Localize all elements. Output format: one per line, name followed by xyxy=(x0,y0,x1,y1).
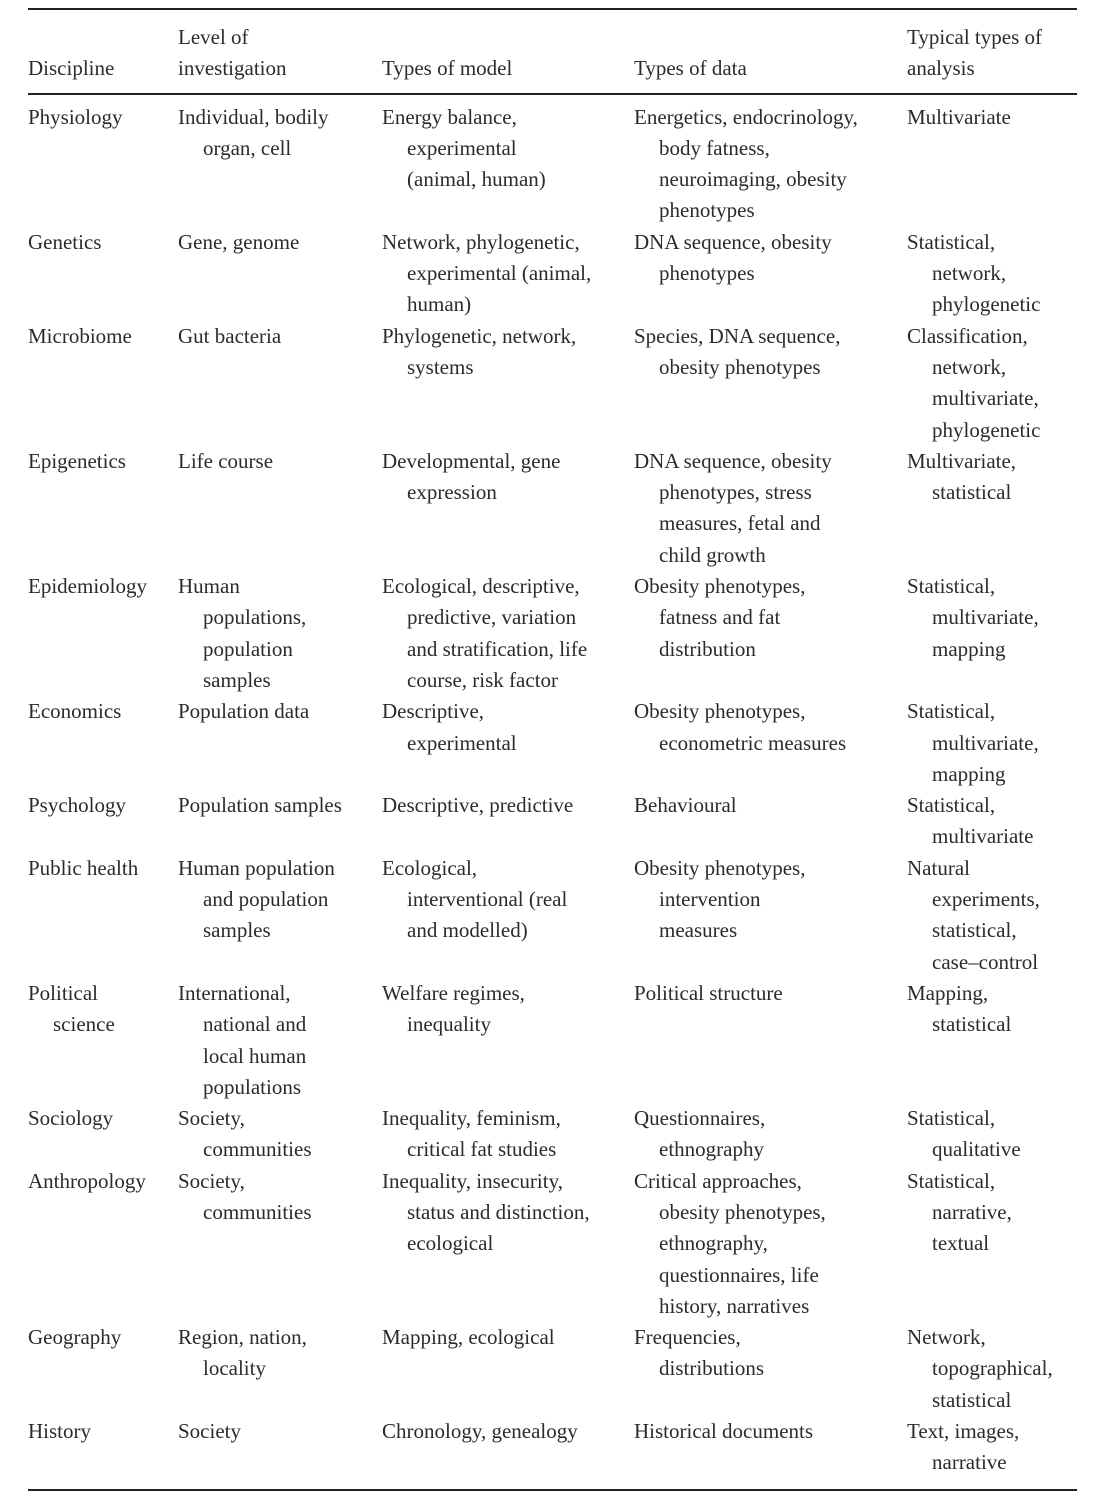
table-body xyxy=(28,94,1077,1490)
cell-discipline xyxy=(28,696,178,790)
cell-line: systems xyxy=(407,354,474,379)
cell-line: Human xyxy=(178,574,240,599)
column-header-level-of-investigation xyxy=(178,9,382,94)
cell-line: Statistical, xyxy=(907,1168,996,1193)
cell-types-of-data xyxy=(634,978,907,1103)
cell-line: fatness and fat xyxy=(659,605,781,630)
table-row xyxy=(28,853,1077,978)
cell-types-of-model xyxy=(382,1103,634,1166)
cell-level-of-investigation xyxy=(178,227,382,321)
cell-types-of-model xyxy=(382,321,634,446)
cell-line: Discipline xyxy=(28,56,115,81)
cell-line: questionnaires, life xyxy=(659,1262,819,1287)
cell-line: Physiology xyxy=(28,104,123,129)
cell-line: Energetics, endocrinology, xyxy=(634,104,858,129)
cell-discipline xyxy=(28,446,178,571)
cell-level-of-investigation xyxy=(178,1166,382,1322)
cell-types-of-data xyxy=(634,790,907,853)
cell-line: network, xyxy=(932,354,1007,379)
cell-typical-types-of-analysis xyxy=(907,1322,1077,1416)
cell-level-of-investigation xyxy=(178,1322,382,1416)
cell-line: Society, xyxy=(178,1168,245,1193)
cell-line: phenotypes xyxy=(659,261,755,286)
cell-typical-types-of-analysis xyxy=(907,446,1077,571)
cell-line: Questionnaires, xyxy=(634,1106,766,1131)
cell-line: Frequencies, xyxy=(634,1325,741,1350)
cell-line: Society xyxy=(178,1419,241,1444)
cell-line: samples xyxy=(203,918,271,943)
cell-line: obesity phenotypes, xyxy=(659,1199,826,1224)
cell-line: Gut bacteria xyxy=(178,323,282,348)
cell-line: Economics xyxy=(28,699,122,724)
cell-types-of-model xyxy=(382,446,634,571)
cell-line: Phylogenetic, network, xyxy=(382,323,577,348)
cell-line: inequality xyxy=(407,1012,491,1037)
cell-line: Mapping, xyxy=(907,980,989,1005)
cell-level-of-investigation xyxy=(178,1103,382,1166)
cell-line: Statistical, xyxy=(907,1106,996,1131)
cell-line: phenotypes xyxy=(659,198,755,223)
cell-discipline xyxy=(28,1103,178,1166)
cell-line: populations, xyxy=(203,605,307,630)
cell-line: phenotypes, stress xyxy=(659,480,812,505)
table-row xyxy=(28,446,1077,571)
cell-line: Obesity phenotypes, xyxy=(634,855,806,880)
cell-line: interventional (real xyxy=(407,887,568,912)
cell-line: Genetics xyxy=(28,229,102,254)
cell-line: Geography xyxy=(28,1325,122,1350)
cell-line: populations xyxy=(203,1074,301,1099)
cell-line: local human xyxy=(203,1043,307,1068)
header-row xyxy=(28,9,1077,94)
cell-typical-types-of-analysis xyxy=(907,94,1077,227)
cell-line: Epigenetics xyxy=(28,448,126,473)
cell-level-of-investigation xyxy=(178,1416,382,1490)
cell-line: Mapping, ecological xyxy=(382,1325,555,1350)
cell-line: national and xyxy=(203,1012,307,1037)
table-row xyxy=(28,321,1077,446)
cell-line: DNA sequence, obesity xyxy=(634,229,832,254)
cell-level-of-investigation xyxy=(178,696,382,790)
cell-discipline xyxy=(28,1166,178,1322)
cell-line: Descriptive, xyxy=(382,699,485,724)
cell-line: measures xyxy=(659,918,738,943)
cell-line: investigation xyxy=(178,56,287,81)
cell-line: Types of model xyxy=(382,56,513,81)
table-row xyxy=(28,696,1077,790)
cell-line: History xyxy=(28,1419,91,1444)
cell-types-of-data xyxy=(634,1322,907,1416)
cell-types-of-data xyxy=(634,227,907,321)
cell-line: Classification, xyxy=(907,323,1028,348)
cell-typical-types-of-analysis xyxy=(907,1103,1077,1166)
cell-types-of-data xyxy=(634,853,907,978)
cell-line: Region, nation, xyxy=(178,1325,307,1350)
cell-line: Behavioural xyxy=(634,793,737,818)
cell-typical-types-of-analysis xyxy=(907,696,1077,790)
cell-discipline xyxy=(28,978,178,1103)
cell-line: Ecological, descriptive, xyxy=(382,574,580,599)
cell-line: science xyxy=(53,1012,115,1037)
cell-line: experiments, xyxy=(932,887,1040,912)
cell-line: multivariate, xyxy=(932,386,1039,411)
disciplines-table xyxy=(28,8,1077,1491)
cell-line: topographical, xyxy=(932,1356,1053,1381)
cell-line: Text, images, xyxy=(907,1419,1020,1444)
cell-line: phylogenetic xyxy=(932,292,1041,317)
cell-line: Historical documents xyxy=(634,1419,814,1444)
cell-line: Statistical, xyxy=(907,699,996,724)
cell-line: (animal, human) xyxy=(407,167,546,192)
cell-line: Network, phylogenetic, xyxy=(382,229,580,254)
cell-line: ethnography xyxy=(659,1137,764,1162)
cell-line: statistical, xyxy=(932,918,1017,943)
cell-line: history, narratives xyxy=(659,1293,810,1318)
cell-types-of-model xyxy=(382,853,634,978)
cell-level-of-investigation xyxy=(178,94,382,227)
cell-line: expression xyxy=(407,480,497,505)
table-row xyxy=(28,1103,1077,1166)
cell-typical-types-of-analysis xyxy=(907,853,1077,978)
cell-line: Political structure xyxy=(634,980,783,1005)
cell-line: statistical xyxy=(932,480,1012,505)
cell-line: Psychology xyxy=(28,793,127,818)
cell-line: communities xyxy=(203,1137,312,1162)
cell-line: measures, fetal and xyxy=(659,511,821,536)
cell-line: experimental xyxy=(407,730,517,755)
cell-typical-types-of-analysis xyxy=(907,790,1077,853)
cell-types-of-data xyxy=(634,321,907,446)
cell-line: organ, cell xyxy=(203,135,292,160)
cell-level-of-investigation xyxy=(178,571,382,696)
cell-line: DNA sequence, obesity xyxy=(634,448,832,473)
cell-line: population xyxy=(203,636,293,661)
cell-line: Population data xyxy=(178,699,310,724)
cell-level-of-investigation xyxy=(178,978,382,1103)
cell-line: Society, xyxy=(178,1106,245,1131)
cell-line: phylogenetic xyxy=(932,417,1041,442)
cell-line: Obesity phenotypes, xyxy=(634,574,806,599)
cell-line: Energy balance, xyxy=(382,104,517,129)
cell-types-of-data xyxy=(634,571,907,696)
cell-line: Critical approaches, xyxy=(634,1168,802,1193)
cell-line: communities xyxy=(203,1199,312,1224)
cell-level-of-investigation xyxy=(178,446,382,571)
cell-line: Welfare regimes, xyxy=(382,980,525,1005)
cell-line: experimental xyxy=(407,135,517,160)
cell-line: course, risk factor xyxy=(407,667,559,692)
cell-line: statistical xyxy=(932,1387,1012,1412)
column-header-discipline xyxy=(28,9,178,94)
cell-typical-types-of-analysis xyxy=(907,978,1077,1103)
table-row xyxy=(28,1322,1077,1416)
table-row xyxy=(28,94,1077,227)
table-row xyxy=(28,1166,1077,1322)
cell-line: Network, xyxy=(907,1325,986,1350)
cell-line: locality xyxy=(203,1356,266,1381)
cell-types-of-data xyxy=(634,696,907,790)
cell-line: Political xyxy=(28,980,98,1005)
table-row xyxy=(28,1416,1077,1490)
cell-line: Multivariate xyxy=(907,104,1011,129)
cell-line: Ecological, xyxy=(382,855,478,880)
cell-line: mapping xyxy=(932,761,1006,786)
cell-line: Inequality, insecurity, xyxy=(382,1168,563,1193)
cell-line: Gene, genome xyxy=(178,229,300,254)
cell-types-of-model xyxy=(382,227,634,321)
cell-line: econometric measures xyxy=(659,730,847,755)
cell-discipline xyxy=(28,790,178,853)
cell-line: Individual, bodily xyxy=(178,104,329,129)
cell-line: Population samples xyxy=(178,793,342,818)
column-header-types-of-model xyxy=(382,9,634,94)
cell-typical-types-of-analysis xyxy=(907,1166,1077,1322)
cell-line: mapping xyxy=(932,636,1006,661)
cell-line: Statistical, xyxy=(907,793,996,818)
cell-line: distribution xyxy=(659,636,756,661)
column-header-typical-types-of-analysis xyxy=(907,9,1077,94)
cell-types-of-data xyxy=(634,1103,907,1166)
cell-line: analysis xyxy=(907,56,975,81)
cell-typical-types-of-analysis xyxy=(907,1416,1077,1490)
cell-types-of-data xyxy=(634,94,907,227)
cell-line: Inequality, feminism, xyxy=(382,1106,561,1131)
cell-line: Statistical, xyxy=(907,229,996,254)
table-row xyxy=(28,978,1077,1103)
cell-types-of-model xyxy=(382,1322,634,1416)
cell-line: multivariate, xyxy=(932,605,1039,630)
cell-line: experimental (animal, xyxy=(407,261,592,286)
cell-types-of-data xyxy=(634,1166,907,1322)
cell-line: narrative xyxy=(932,1450,1007,1475)
cell-line: Obesity phenotypes, xyxy=(634,699,806,724)
cell-level-of-investigation xyxy=(178,790,382,853)
table-row xyxy=(28,790,1077,853)
cell-line: and population xyxy=(203,887,329,912)
cell-typical-types-of-analysis xyxy=(907,571,1077,696)
cell-line: samples xyxy=(203,667,271,692)
cell-discipline xyxy=(28,94,178,227)
cell-types-of-model xyxy=(382,94,634,227)
table-header xyxy=(28,9,1077,94)
cell-line: Species, DNA sequence, xyxy=(634,323,841,348)
cell-level-of-investigation xyxy=(178,853,382,978)
cell-line: Epidemiology xyxy=(28,574,147,599)
cell-line: ethnography, xyxy=(659,1231,768,1256)
cell-line: qualitative xyxy=(932,1137,1021,1162)
cell-line: International, xyxy=(178,980,291,1005)
cell-line: Typical types of xyxy=(907,25,1042,49)
cell-line: child growth xyxy=(659,542,766,567)
cell-level-of-investigation xyxy=(178,321,382,446)
column-header-types-of-data xyxy=(634,9,907,94)
cell-typical-types-of-analysis xyxy=(907,227,1077,321)
cell-types-of-data xyxy=(634,446,907,571)
cell-discipline xyxy=(28,227,178,321)
cell-line: textual xyxy=(932,1231,990,1256)
cell-line: body fatness, xyxy=(659,135,770,160)
cell-types-of-model xyxy=(382,978,634,1103)
cell-line: multivariate, xyxy=(932,730,1039,755)
cell-line: status and distinction, xyxy=(407,1199,590,1224)
cell-line: statistical xyxy=(932,1012,1012,1037)
cell-line: Descriptive, predictive xyxy=(382,793,574,818)
cell-discipline xyxy=(28,571,178,696)
cell-types-of-data xyxy=(634,1416,907,1490)
cell-line: distributions xyxy=(659,1356,765,1381)
cell-types-of-model xyxy=(382,790,634,853)
cell-line: narrative, xyxy=(932,1199,1012,1224)
cell-line: and modelled) xyxy=(407,918,528,943)
cell-line: Level of xyxy=(178,25,249,49)
cell-line: Natural xyxy=(907,855,970,880)
cell-line: Chronology, genealogy xyxy=(382,1419,578,1444)
cell-line: critical fat studies xyxy=(407,1137,557,1162)
cell-types-of-model xyxy=(382,1166,634,1322)
cell-line: Multivariate, xyxy=(907,448,1017,473)
cell-line: Public health xyxy=(28,855,139,880)
cell-discipline xyxy=(28,321,178,446)
cell-line: obesity phenotypes xyxy=(659,354,821,379)
cell-line: Sociology xyxy=(28,1106,114,1131)
cell-line: multivariate xyxy=(932,824,1034,849)
cell-line: Microbiome xyxy=(28,323,132,348)
cell-discipline xyxy=(28,853,178,978)
cell-line: Types of data xyxy=(634,56,747,81)
cell-line: Statistical, xyxy=(907,574,996,599)
cell-line: predictive, variation xyxy=(407,605,577,630)
table-row xyxy=(28,571,1077,696)
cell-types-of-model xyxy=(382,571,634,696)
cell-line: intervention xyxy=(659,887,761,912)
cell-types-of-model xyxy=(382,1416,634,1490)
cell-line: neuroimaging, obesity xyxy=(659,167,847,192)
cell-line: ecological xyxy=(407,1231,494,1256)
cell-line: Life course xyxy=(178,448,274,473)
cell-line: human) xyxy=(407,292,472,317)
cell-line: Human population xyxy=(178,855,335,880)
cell-line: Developmental, gene xyxy=(382,448,561,473)
cell-line: and stratification, life xyxy=(407,636,588,661)
cell-discipline xyxy=(28,1322,178,1416)
cell-types-of-model xyxy=(382,696,634,790)
cell-line: case–control xyxy=(932,949,1039,974)
cell-line: network, xyxy=(932,261,1007,286)
table-row xyxy=(28,227,1077,321)
cell-discipline xyxy=(28,1416,178,1490)
cell-typical-types-of-analysis xyxy=(907,321,1077,446)
cell-line: Anthropology xyxy=(28,1168,146,1193)
